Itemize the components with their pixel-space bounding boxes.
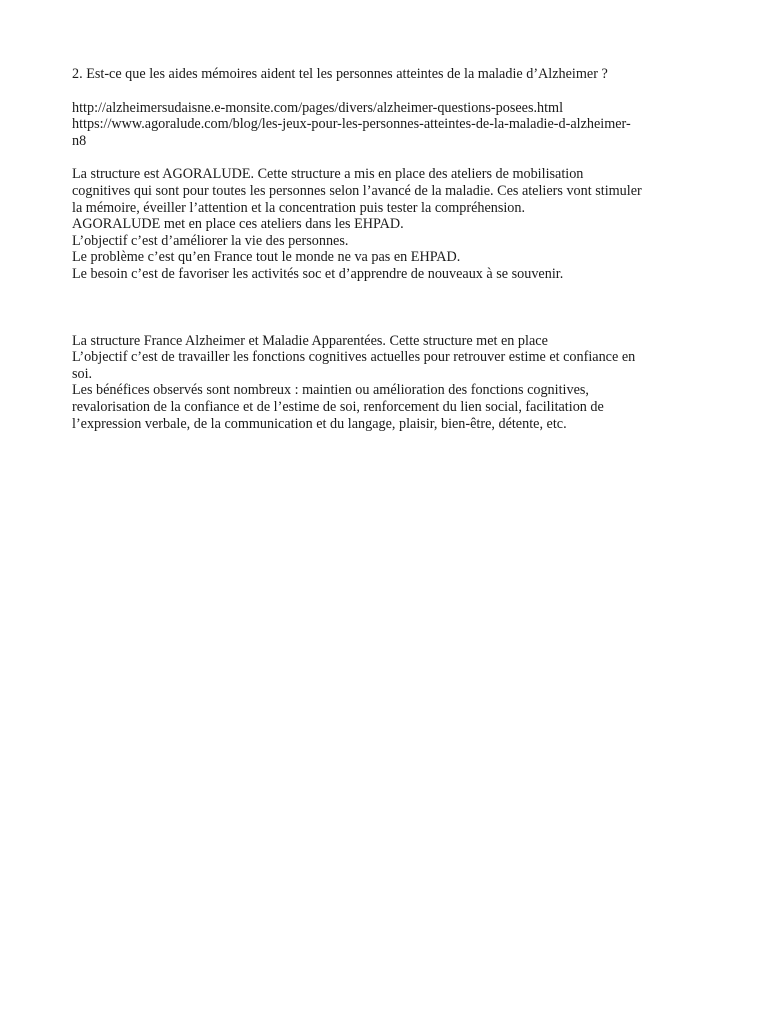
text-line: Le besoin c’est de favoriser les activités soc et d’apprendre de nouveaux à se souvenir. <box>72 265 564 282</box>
spacer <box>72 149 708 166</box>
link-line: http://alzheimersudaisne.e-monsite.com/pages/divers/alzheimer-questions-posees.html <box>72 99 564 116</box>
spacer <box>72 83 708 100</box>
text-line: la mémoire, éveiller l’attention et la concentration puis tester la compréhension. <box>72 199 526 216</box>
text-line: cognitives qui sont pour toutes les personnes selon l’avancé de la maladie. Ces ateliers vont stimuler <box>72 182 642 199</box>
text-line: l’expression verbale, de la communication et du langage, plaisir, bien-être, détente, etc. <box>72 415 567 432</box>
links-paragraph <box>72 100 708 150</box>
text-line: La structure est AGORALUDE. Cette structure a mis en place des ateliers de mobilisation <box>72 166 584 183</box>
text-line: La structure France Alzheimer et Maladie Apparentées. Cette structure met en place <box>72 332 548 349</box>
text-line: Le problème c’est qu’en France tout le monde ne va pas en EHPAD. <box>72 249 461 266</box>
agoralude-paragraph <box>72 166 708 282</box>
text-line: L’objectif c’est de travailler les fonctions cognitives actuelles pour retrouver estime et confiance en <box>72 349 636 366</box>
question-paragraph <box>72 66 708 83</box>
question-line: 2. Est-ce que les aides mémoires aident tel les personnes atteintes de la maladie d’Alzheimer ? <box>72 66 608 82</box>
text-line: L’objectif c’est d’améliorer la vie des personnes. <box>72 232 349 249</box>
text-line: AGORALUDE met en place ces ateliers dans les EHPAD. <box>72 216 404 233</box>
link-line: n8 <box>72 132 87 149</box>
text-line: revalorisation de la confiance et de l’estime de soi, renforcement du lien social, facilitation de <box>72 398 604 415</box>
link-line: https://www.agoralude.com/blog/les-jeux-pour-les-personnes-atteintes-de-la-maladie-d-alzheimer- <box>72 116 631 133</box>
text-line: Les bénéfices observés sont nombreux : maintien ou amélioration des fonctions cognitives, <box>72 382 589 399</box>
france-alzheimer-paragraph <box>72 333 708 433</box>
spacer <box>72 283 708 333</box>
text-line: soi. <box>72 365 93 382</box>
